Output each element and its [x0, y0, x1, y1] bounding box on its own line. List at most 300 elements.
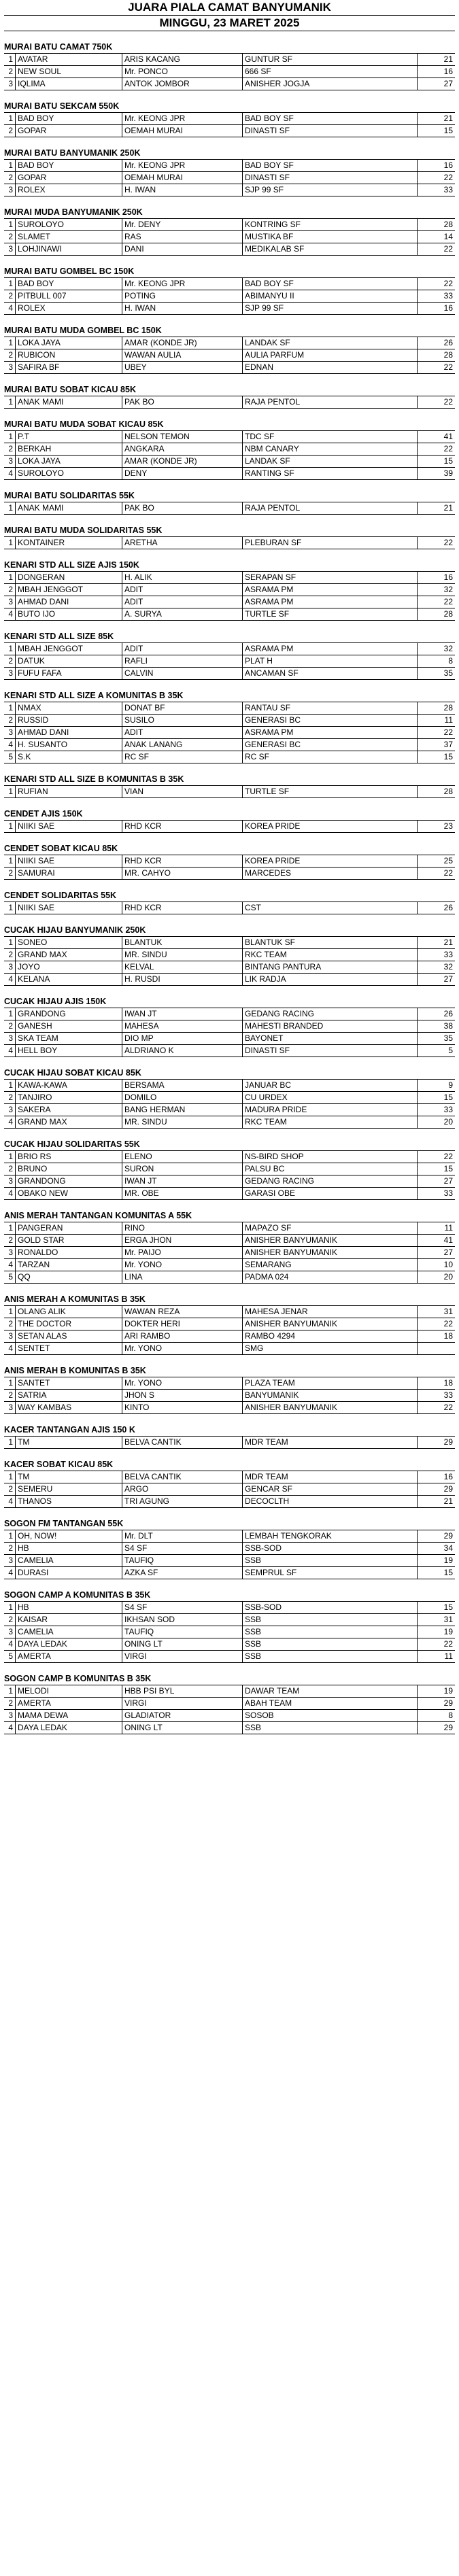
number-cell: 22 — [418, 537, 456, 549]
owner-cell: RHD KCR — [122, 902, 243, 914]
results-table — [4, 1685, 455, 1734]
owner-cell: Mr. YONO — [122, 1343, 243, 1355]
results-table — [4, 1471, 455, 1508]
table-row — [4, 1008, 455, 1020]
owner-cell: GLADIATOR — [122, 1710, 243, 1722]
category-section — [4, 265, 455, 315]
number-cell: 22 — [418, 1638, 456, 1651]
team-cell: PLAT H — [243, 655, 418, 668]
results-table — [4, 1602, 455, 1663]
rank-cell: 3 — [4, 1555, 16, 1567]
table-row — [4, 66, 455, 78]
owner-cell: TAUFIQ — [122, 1555, 243, 1567]
bird-name-cell: GRAND MAX — [16, 949, 122, 961]
team-cell: LANDAK SF — [243, 337, 418, 349]
bird-name-cell: MAMA DEWA — [16, 1710, 122, 1722]
number-cell: 31 — [418, 1614, 456, 1626]
owner-cell: Mr. KEONG JPR — [122, 278, 243, 290]
number-cell: 29 — [418, 1483, 456, 1496]
document-title: JUARA PIALA CAMAT BANYUMANIK — [4, 0, 455, 16]
category-title: MURAI BATU SOBAT KICAU 85K — [4, 383, 455, 396]
team-cell: ABAH TEAM — [243, 1698, 418, 1710]
bird-name-cell: P.T — [16, 431, 122, 443]
bird-name-cell: SAFIRA BF — [16, 362, 122, 374]
category-title: KACER SOBAT KICAU 85K — [4, 1458, 455, 1471]
bird-name-cell: NMAX — [16, 702, 122, 715]
bird-name-cell: IQLIMA — [16, 78, 122, 90]
number-cell: 20 — [418, 1116, 456, 1129]
table-row — [4, 1330, 455, 1343]
bird-name-cell: SONEO — [16, 937, 122, 949]
table-row — [4, 855, 455, 868]
number-cell: 15 — [418, 125, 456, 137]
owner-cell: MR. SINDU — [122, 949, 243, 961]
table-row — [4, 1698, 455, 1710]
table-row — [4, 643, 455, 655]
owner-cell: BELVA CANTIK — [122, 1437, 243, 1449]
bird-name-cell: RUSSID — [16, 715, 122, 727]
category-section — [4, 100, 455, 137]
team-cell: SSB — [243, 1555, 418, 1567]
bird-name-cell: AMERTA — [16, 1651, 122, 1663]
bird-name-cell: QQ — [16, 1271, 122, 1284]
bird-name-cell: BERKAH — [16, 443, 122, 456]
rank-cell: 1 — [4, 396, 16, 409]
team-cell: SSB-SOD — [243, 1602, 418, 1614]
bird-name-cell: WAY KAMBAS — [16, 1402, 122, 1414]
number-cell: 21 — [418, 1496, 456, 1508]
table-row — [4, 456, 455, 468]
number-cell: 21 — [418, 113, 456, 125]
number-cell: 31 — [418, 1306, 456, 1318]
owner-cell: VIRGI — [122, 1651, 243, 1663]
team-cell: ANISHER BANYUMANIK — [243, 1402, 418, 1414]
owner-cell: PAK BO — [122, 396, 243, 409]
team-cell: GEDANG RACING — [243, 1175, 418, 1188]
table-row — [4, 608, 455, 621]
team-cell: TDC SF — [243, 431, 418, 443]
rank-cell: 2 — [4, 349, 16, 362]
rank-cell: 1 — [4, 902, 16, 914]
team-cell: MAHESA JENAR — [243, 1306, 418, 1318]
owner-cell: Mr. DLT — [122, 1530, 243, 1543]
bird-name-cell: ANAK MAMI — [16, 396, 122, 409]
team-cell: MUSTIKA BF — [243, 231, 418, 243]
table-row — [4, 1483, 455, 1496]
bird-name-cell: GOLD STAR — [16, 1235, 122, 1247]
owner-cell: SUSILO — [122, 715, 243, 727]
table-row — [4, 1602, 455, 1614]
rank-cell: 2 — [4, 231, 16, 243]
bird-name-cell: TM — [16, 1437, 122, 1449]
bird-name-cell: GOPAR — [16, 172, 122, 184]
category-section — [4, 1364, 455, 1414]
number-cell: 14 — [418, 231, 456, 243]
number-cell: 11 — [418, 715, 456, 727]
number-cell: 22 — [418, 1151, 456, 1163]
category-section — [4, 924, 455, 986]
rank-cell: 1 — [4, 1008, 16, 1020]
bird-name-cell: RUBICON — [16, 349, 122, 362]
rank-cell: 5 — [4, 751, 16, 763]
category-section — [4, 1589, 455, 1663]
table-row — [4, 172, 455, 184]
table-row — [4, 868, 455, 880]
rank-cell: 1 — [4, 1530, 16, 1543]
table-row — [4, 1710, 455, 1722]
team-cell: BAD BOY SF — [243, 113, 418, 125]
table-row — [4, 1543, 455, 1555]
owner-cell: ONING LT — [122, 1638, 243, 1651]
category-section — [4, 490, 455, 515]
rank-cell: 4 — [4, 1496, 16, 1508]
results-table — [4, 278, 455, 315]
number-cell: 22 — [418, 443, 456, 456]
team-cell: CU URDEX — [243, 1092, 418, 1104]
rank-cell: 2 — [4, 172, 16, 184]
category-title: CENDET SOBAT KICAU 85K — [4, 842, 455, 855]
results-table — [4, 643, 455, 680]
bird-name-cell: SEMERU — [16, 1483, 122, 1496]
owner-cell: RAFLI — [122, 655, 243, 668]
table-row — [4, 1045, 455, 1057]
number-cell: 37 — [418, 739, 456, 751]
team-cell: SSB — [243, 1626, 418, 1638]
bird-name-cell: HB — [16, 1602, 122, 1614]
category-title: CUCAK HIJAU SOBAT KICAU 85K — [4, 1067, 455, 1080]
owner-cell: ONING LT — [122, 1722, 243, 1734]
bird-name-cell: LOHJINAWI — [16, 243, 122, 256]
number-cell: 26 — [418, 337, 456, 349]
table-row — [4, 1343, 455, 1355]
results-table — [4, 1222, 455, 1284]
team-cell: GUNTUR SF — [243, 54, 418, 66]
table-row — [4, 1222, 455, 1235]
number-cell: 22 — [418, 1318, 456, 1330]
rank-cell: 2 — [4, 1092, 16, 1104]
owner-cell: ADIT — [122, 727, 243, 739]
table-row — [4, 739, 455, 751]
bird-name-cell: LOKA JAYA — [16, 337, 122, 349]
category-section — [4, 324, 455, 374]
bird-name-cell: S.K — [16, 751, 122, 763]
team-cell: RKC TEAM — [243, 1116, 418, 1129]
team-cell: DINASTI SF — [243, 172, 418, 184]
table-row — [4, 1163, 455, 1175]
rank-cell: 1 — [4, 572, 16, 584]
owner-cell: RC SF — [122, 751, 243, 763]
number-cell: 27 — [418, 1175, 456, 1188]
rank-cell: 4 — [4, 1567, 16, 1579]
category-title: SOGON CAMP B KOMUNITAS B 35K — [4, 1672, 455, 1685]
rank-cell: 2 — [4, 655, 16, 668]
table-row — [4, 715, 455, 727]
team-cell: SEMPRUL SF — [243, 1567, 418, 1579]
category-section — [4, 383, 455, 409]
category-title: CENDET AJIS 150K — [4, 808, 455, 821]
table-row — [4, 1235, 455, 1247]
results-table — [4, 537, 455, 549]
rank-cell: 2 — [4, 1235, 16, 1247]
number-cell: 5 — [418, 1045, 456, 1057]
owner-cell: BANG HERMAN — [122, 1104, 243, 1116]
owner-cell: POTING — [122, 290, 243, 303]
owner-cell: VIRGI — [122, 1698, 243, 1710]
category-title: MURAI BATU MUDA GOMBEL BC 150K — [4, 324, 455, 337]
number-cell: 39 — [418, 468, 456, 480]
category-section — [4, 808, 455, 833]
bird-name-cell: RUFIAN — [16, 786, 122, 798]
owner-cell: Mr. PAIJO — [122, 1247, 243, 1259]
bird-name-cell: DAYA LEDAK — [16, 1722, 122, 1734]
rank-cell: 3 — [4, 596, 16, 608]
bird-name-cell: LOKA JAYA — [16, 456, 122, 468]
bird-name-cell: GRAND MAX — [16, 1116, 122, 1129]
number-cell: 23 — [418, 821, 456, 833]
rank-cell: 3 — [4, 1402, 16, 1414]
table-row — [4, 1020, 455, 1033]
team-cell: ASRAMA PM — [243, 596, 418, 608]
team-cell: DAWAR TEAM — [243, 1685, 418, 1698]
team-cell: LEMBAH TENGKORAK — [243, 1530, 418, 1543]
owner-cell: Mr. PONCO — [122, 66, 243, 78]
rank-cell: 2 — [4, 1020, 16, 1033]
table-row — [4, 349, 455, 362]
number-cell: 15 — [418, 1092, 456, 1104]
rank-cell: 3 — [4, 456, 16, 468]
team-cell: BLANTUK SF — [243, 937, 418, 949]
owner-cell: ANTOK JOMBOR — [122, 78, 243, 90]
number-cell: 18 — [418, 1377, 456, 1390]
number-cell: 8 — [418, 1710, 456, 1722]
results-table — [4, 1377, 455, 1414]
table-row — [4, 362, 455, 374]
number-cell: 26 — [418, 1008, 456, 1020]
owner-cell: H. RUSDI — [122, 974, 243, 986]
bird-name-cell: TARZAN — [16, 1259, 122, 1271]
bird-name-cell: OBAKO NEW — [16, 1188, 122, 1200]
bird-name-cell: TANJIRO — [16, 1092, 122, 1104]
rank-cell: 1 — [4, 278, 16, 290]
rank-cell: 1 — [4, 160, 16, 172]
rank-cell: 2 — [4, 1390, 16, 1402]
owner-cell: AZKA SF — [122, 1567, 243, 1579]
table-row — [4, 1377, 455, 1390]
results-table — [4, 902, 455, 914]
rank-cell: 1 — [4, 537, 16, 549]
rank-cell: 2 — [4, 715, 16, 727]
number-cell: 35 — [418, 1033, 456, 1045]
owner-cell: AMAR (KONDE JR) — [122, 337, 243, 349]
number-cell: 41 — [418, 431, 456, 443]
rank-cell: 1 — [4, 1471, 16, 1483]
rank-cell: 2 — [4, 1318, 16, 1330]
table-row — [4, 727, 455, 739]
bird-name-cell: H. SUSANTO — [16, 739, 122, 751]
table-row — [4, 54, 455, 66]
number-cell: 22 — [418, 868, 456, 880]
team-cell: ANCAMAN SF — [243, 668, 418, 680]
category-section — [4, 1424, 455, 1449]
table-row — [4, 431, 455, 443]
number-cell: 41 — [418, 1235, 456, 1247]
team-cell: PADMA 024 — [243, 1271, 418, 1284]
rank-cell: 2 — [4, 949, 16, 961]
rank-cell: 3 — [4, 1247, 16, 1259]
rank-cell: 2 — [4, 584, 16, 596]
owner-cell: IWAN JT — [122, 1175, 243, 1188]
table-row — [4, 1402, 455, 1414]
table-row — [4, 125, 455, 137]
category-title: KENARI STD ALL SIZE A KOMUNITAS B 35K — [4, 689, 455, 702]
team-cell: MAHESTI BRANDED — [243, 1020, 418, 1033]
rank-cell: 4 — [4, 608, 16, 621]
category-title: MURAI BATU MUDA SOLIDARITAS 55K — [4, 524, 455, 537]
rank-cell: 3 — [4, 1626, 16, 1638]
bird-name-cell: THANOS — [16, 1496, 122, 1508]
team-cell: DINASTI SF — [243, 1045, 418, 1057]
number-cell: 15 — [418, 456, 456, 468]
rank-cell: 4 — [4, 1188, 16, 1200]
team-cell: MARCEDES — [243, 868, 418, 880]
owner-cell: SURON — [122, 1163, 243, 1175]
bird-name-cell: NIIKI SAE — [16, 855, 122, 868]
rank-cell: 1 — [4, 702, 16, 715]
rank-cell: 1 — [4, 1151, 16, 1163]
table-row — [4, 961, 455, 974]
rank-cell: 4 — [4, 303, 16, 315]
team-cell: GEDANG RACING — [243, 1008, 418, 1020]
owner-cell: OEMAH MURAI — [122, 125, 243, 137]
rank-cell: 1 — [4, 1437, 16, 1449]
bird-name-cell: AHMAD DANI — [16, 727, 122, 739]
number-cell: 9 — [418, 1080, 456, 1092]
category-section — [4, 1138, 455, 1200]
team-cell: RAJA PENTOL — [243, 396, 418, 409]
results-table — [4, 219, 455, 256]
bird-name-cell: GRANDONG — [16, 1008, 122, 1020]
bird-name-cell: GOPAR — [16, 125, 122, 137]
team-cell: SSB — [243, 1638, 418, 1651]
team-cell: SEMARANG — [243, 1259, 418, 1271]
results-table — [4, 113, 455, 137]
rank-cell: 4 — [4, 1045, 16, 1057]
rank-cell: 4 — [4, 1116, 16, 1129]
owner-cell: HBB PSI BYL — [122, 1685, 243, 1698]
rank-cell: 2 — [4, 290, 16, 303]
bird-name-cell: NEW SOUL — [16, 66, 122, 78]
results-table — [4, 1080, 455, 1129]
owner-cell: NELSON TEMON — [122, 431, 243, 443]
team-cell: DINASTI SF — [243, 125, 418, 137]
category-title: MURAI BATU BANYUMANIK 250K — [4, 147, 455, 160]
rank-cell: 1 — [4, 786, 16, 798]
category-title: KENARI STD ALL SIZE AJIS 150K — [4, 559, 455, 572]
results-table — [4, 937, 455, 986]
owner-cell: ERGA JHON — [122, 1235, 243, 1247]
rank-cell: 3 — [4, 362, 16, 374]
table-row — [4, 1685, 455, 1698]
number-cell: 16 — [418, 66, 456, 78]
table-row — [4, 1496, 455, 1508]
table-row — [4, 303, 455, 315]
team-cell: BAD BOY SF — [243, 160, 418, 172]
number-cell: 20 — [418, 1271, 456, 1284]
results-table — [4, 821, 455, 833]
results-table — [4, 702, 455, 763]
table-row — [4, 786, 455, 798]
owner-cell: H. IWAN — [122, 303, 243, 315]
rank-cell: 3 — [4, 243, 16, 256]
team-cell: AULIA PARFUM — [243, 349, 418, 362]
bird-name-cell: BAD BOY — [16, 160, 122, 172]
table-row — [4, 290, 455, 303]
owner-cell: DOKTER HERI — [122, 1318, 243, 1330]
owner-cell: VIAN — [122, 786, 243, 798]
bird-name-cell: CAMELIA — [16, 1626, 122, 1638]
rank-cell: 1 — [4, 54, 16, 66]
table-row — [4, 1092, 455, 1104]
bird-name-cell: MELODI — [16, 1685, 122, 1698]
table-row — [4, 1614, 455, 1626]
number-cell: 28 — [418, 349, 456, 362]
number-cell: 25 — [418, 855, 456, 868]
rank-cell: 1 — [4, 1080, 16, 1092]
results-table — [4, 786, 455, 798]
rank-cell: 1 — [4, 821, 16, 833]
owner-cell: MR. OBE — [122, 1188, 243, 1200]
rank-cell: 2 — [4, 1698, 16, 1710]
team-cell: KONTRING SF — [243, 219, 418, 231]
category-title: SOGON FM TANTANGAN 55K — [4, 1517, 455, 1530]
table-row — [4, 1638, 455, 1651]
team-cell: EDNAN — [243, 362, 418, 374]
results-table — [4, 855, 455, 880]
team-cell: BANYUMANIK — [243, 1390, 418, 1402]
bird-name-cell: DATUK — [16, 655, 122, 668]
owner-cell: RHD KCR — [122, 855, 243, 868]
owner-cell: BELVA CANTIK — [122, 1471, 243, 1483]
results-table — [4, 431, 455, 480]
bird-name-cell: HB — [16, 1543, 122, 1555]
results-table — [4, 1151, 455, 1200]
rank-cell: 1 — [4, 1306, 16, 1318]
team-cell: ABIMANYU II — [243, 290, 418, 303]
team-cell: SSB — [243, 1651, 418, 1663]
category-title: KACER TANTANGAN AJIS 150 K — [4, 1424, 455, 1437]
number-cell: 29 — [418, 1530, 456, 1543]
owner-cell: DONAT BF — [122, 702, 243, 715]
owner-cell: ADIT — [122, 596, 243, 608]
owner-cell: ADIT — [122, 584, 243, 596]
table-row — [4, 184, 455, 196]
owner-cell: ANAK LANANG — [122, 739, 243, 751]
table-row — [4, 1530, 455, 1543]
category-section — [4, 418, 455, 480]
table-row — [4, 572, 455, 584]
owner-cell: JHON S — [122, 1390, 243, 1402]
table-row — [4, 219, 455, 231]
bird-name-cell: SAKERA — [16, 1104, 122, 1116]
number-cell: 22 — [418, 243, 456, 256]
bird-name-cell: SUROLOYO — [16, 219, 122, 231]
table-row — [4, 1151, 455, 1163]
owner-cell: ARETHA — [122, 537, 243, 549]
number-cell: 21 — [418, 502, 456, 515]
team-cell: SSB — [243, 1722, 418, 1734]
team-cell: SJP 99 SF — [243, 303, 418, 315]
bird-name-cell: DAYA LEDAK — [16, 1638, 122, 1651]
